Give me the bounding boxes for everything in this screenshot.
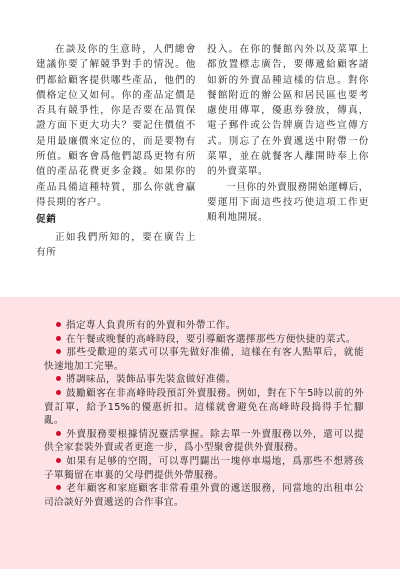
paragraph-competition: 在談及你的生意時，人們總會建議你要了解競爭對手的情況。他們都給顧客提供哪些產品，他們的價格定位又如何。你的產品定價是否具有競爭性，你是否要在品質保證方面下更大功夫？要記住價值不是用最廉價來定位的，而是要物有所值。顧客會爲他們認爲更物有所值的產品花費更多金錢。如果你的產品具備這種特質，那么你就會贏得長期的客户。	[36, 44, 196, 208]
bullet-icon	[56, 485, 61, 490]
list-item: 外賣服務要根據情況靈活掌握。除去單一外賣服務以外，還可以提供全家套裝外賣或者更進一步，爲小型聚會提供外賣服務。	[44, 428, 364, 454]
bullet-icon	[56, 458, 61, 463]
list-item: 如果有足够的空間，可以專門闢出一塊停車場地，爲那些不想將孩子單獨留在車裏的父母們提供外帶服務。	[44, 455, 364, 481]
tips-list	[44, 319, 364, 509]
bullet-icon	[56, 322, 61, 327]
paragraph-promotion-start: 正如我們所知的，要在廣告上有所	[36, 231, 196, 258]
bullet-icon	[56, 390, 61, 395]
list-item: 將調味品，裝飾品事先裝盒做好准備。	[44, 373, 364, 387]
bullet-icon	[56, 431, 61, 436]
section-heading-promotion: 促銷	[36, 214, 57, 226]
paragraph-promotion-cont: 投入。在你的餐館內外以及菜單上都放置標志廣告，要傳遞給顧客諸如新的外賣品種這樣的信息。對你餐館附近的辦公區和居民區也要考慮使用傳單，優惠券發放，傳真，電子郵件或公告牌廣告這些宣傳方式。別忘了在外賣遞送中附帶一份菜單，並在就餐客人離開時奉上你的外賣菜單。	[207, 44, 369, 178]
list-item: 老年顧客和家庭顧客非常看重外賣的遞送服務，同當地的出租車公司洽談好外賣遞送的合作事宜。	[44, 483, 364, 508]
list-item: 那些受歡迎的菜式可以事先做好准備，這樣在有客人點單后，就能快速地加工完畢。	[44, 347, 364, 372]
bullet-icon	[56, 336, 61, 341]
paragraph-takeout-intro: 一旦你的外賣服務開始運轉后，要運用下面這些技巧使這項工作更順利地開展。	[207, 181, 369, 224]
list-item: 在午餐或晚餐的高峰時段，要引導顧客選擇那些方便快捷的菜式。	[44, 333, 364, 347]
list-item: 鼓勵顧客在非高峰時段預訂外賣服務。例如，對在下午5時以前的外賣訂單，給予15%的優惠折扣。這樣就會避免在高峰時段捣得手忙腳亂。	[44, 387, 364, 427]
bullet-icon	[56, 349, 61, 354]
right-column	[207, 42, 369, 226]
left-column	[36, 42, 196, 260]
list-item: 指定專人負責所有的外賣和外帶工作。	[44, 319, 364, 333]
bullet-icon	[56, 376, 61, 381]
